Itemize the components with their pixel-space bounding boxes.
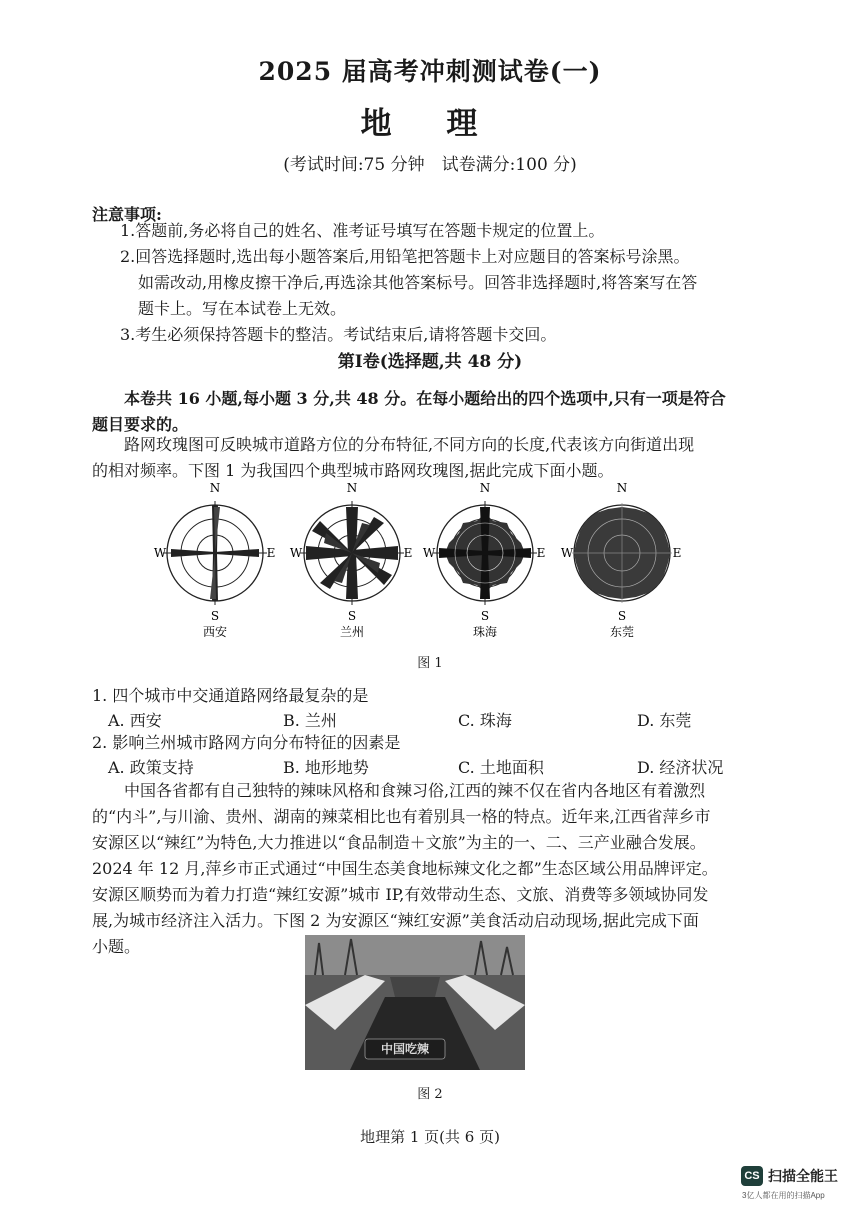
event-scene-illustration xyxy=(305,935,525,1070)
notice-item-2: 2.回答选择题时,选出每小题答案后,用铅笔把答题卡上对应题目的答案标号涂黑。 xyxy=(120,247,690,266)
camscanner-logo-icon: CS xyxy=(741,1166,763,1186)
rose-lanzhou xyxy=(300,501,404,605)
page-footer: 地理第 1 页(共 6 页) xyxy=(360,1128,500,1146)
exam-title: 2025 届高考冲刺测试卷(一) xyxy=(258,57,602,86)
figure-1-caption: 图 1 xyxy=(417,656,443,671)
exam-info: (考试时间:75 分钟 试卷满分:100 分) xyxy=(283,155,577,175)
q2-option-d[interactable]: D. 经济状况 xyxy=(637,758,724,777)
notice-list xyxy=(120,218,760,348)
section-title: 第Ⅰ卷(选择题,共 48 分) xyxy=(337,352,523,372)
q2-option-c[interactable]: C. 土地面积 xyxy=(458,758,544,777)
notice-item-3: 3.考生必须保持答题卡的整洁。考试结束后,请将答题卡交回。 xyxy=(120,325,557,344)
figure-2-photo xyxy=(305,935,525,1070)
notice-heading: 注意事项: xyxy=(92,205,162,224)
label-e-xian: E xyxy=(266,546,276,560)
label-s-lanzhou: S xyxy=(347,609,357,623)
label-n-dongguan: N xyxy=(616,481,628,495)
label-w-dongguan: W xyxy=(560,546,574,560)
label-n-lanzhou: N xyxy=(346,481,358,495)
city-label-dongguan: 东莞 xyxy=(609,625,635,639)
label-w-lanzhou: W xyxy=(289,546,303,560)
intro-paragraph-1: 路网玫瑰图可反映城市道路方位的分布特征,不同方向的长度,代表该方向街道出现 的相对频率。下图 1 为我国四个典型城市路网玫瑰图,据此完成下面小题。 xyxy=(92,435,695,480)
rose-xian xyxy=(163,501,267,605)
section-instructions: 本卷共 16 小题,每小题 3 分,共 48 分。在每小题给出的四个选项中,只有一项是符合 题目要求的。 xyxy=(92,389,726,434)
label-w-zhuhai: W xyxy=(422,546,436,560)
notice-item-1: 1.答题前,务必将自己的姓名、准考证号填写在答题卡规定的位置上。 xyxy=(120,221,605,240)
label-n-zhuhai: N xyxy=(479,481,491,495)
notice-item-2-cont: 如需改动,用橡皮擦干净后,再选涂其他答案标号。回答非选择题时,将答案写在答 xyxy=(138,273,698,292)
label-s-zhuhai: S xyxy=(480,609,490,623)
city-label-lanzhou: 兰州 xyxy=(339,625,365,639)
label-s-xian: S xyxy=(210,609,220,623)
label-e-dongguan: E xyxy=(672,546,682,560)
q2-option-b[interactable]: B. 地形地势 xyxy=(283,758,369,777)
figure-1-rose-diagrams xyxy=(140,478,700,648)
notice-item-2-cont2: 题卡上。写在本试卷上无效。 xyxy=(138,299,347,318)
subject-title: 地 理 xyxy=(360,106,500,142)
rose-dongguan xyxy=(572,503,672,603)
q1-option-a[interactable]: A. 西安 xyxy=(108,711,162,730)
q1-option-b[interactable]: B. 兰州 xyxy=(283,711,337,730)
figure-2-caption: 图 2 xyxy=(417,1087,443,1102)
label-s-dongguan: S xyxy=(617,609,627,623)
city-label-xian: 西安 xyxy=(202,625,228,639)
camscanner-name: 扫描全能王 xyxy=(768,1168,838,1184)
q1-option-d[interactable]: D. 东莞 xyxy=(637,711,692,730)
rose-zhuhai xyxy=(433,501,537,605)
label-n-xian: N xyxy=(209,481,221,495)
question-2-stem: 2. 影响兰州城市路网方向分布特征的因素是 xyxy=(92,733,401,752)
city-label-zhuhai: 珠海 xyxy=(472,625,498,639)
question-1-stem: 1. 四个城市中交通道路网络最复杂的是 xyxy=(92,686,369,705)
label-e-lanzhou: E xyxy=(403,546,413,560)
event-banner-text: 中国吃辣 xyxy=(380,1042,430,1056)
q1-option-c[interactable]: C. 珠海 xyxy=(458,711,512,730)
label-w-xian: W xyxy=(153,546,167,560)
intro-paragraph-2: 中国各省都有自己独特的辣味风格和食辣习俗,江西的辣不仅在省内各地区有着激烈 的“内斗”,与川渝、贵州、湖南的辣菜相比也有着别具一格的特点。近年来,江西省萍乡市 安源区以“辣红”为特色,大力推进以“食品制造＋文旅”为主的一、二、三产业融合发展。 2024 年 12 月,萍乡市正式通过“中国生态美食地标辣文化之都”生态区域公用品牌评定。 安源区顺势而为着力打造“辣红安源”城市 IP,有效带动生态、文旅、消费等多领域协同发 展,为城市经济注入活力。下图 2 为安源区“辣红安源”美食活动启动现场,据此完成下面 小题。 xyxy=(92,781,718,956)
q2-option-a[interactable]: A. 政策支持 xyxy=(108,758,194,777)
camscanner-tagline: 3亿人都在用的扫描App xyxy=(742,1191,825,1200)
label-e-zhuhai: E xyxy=(536,546,546,560)
